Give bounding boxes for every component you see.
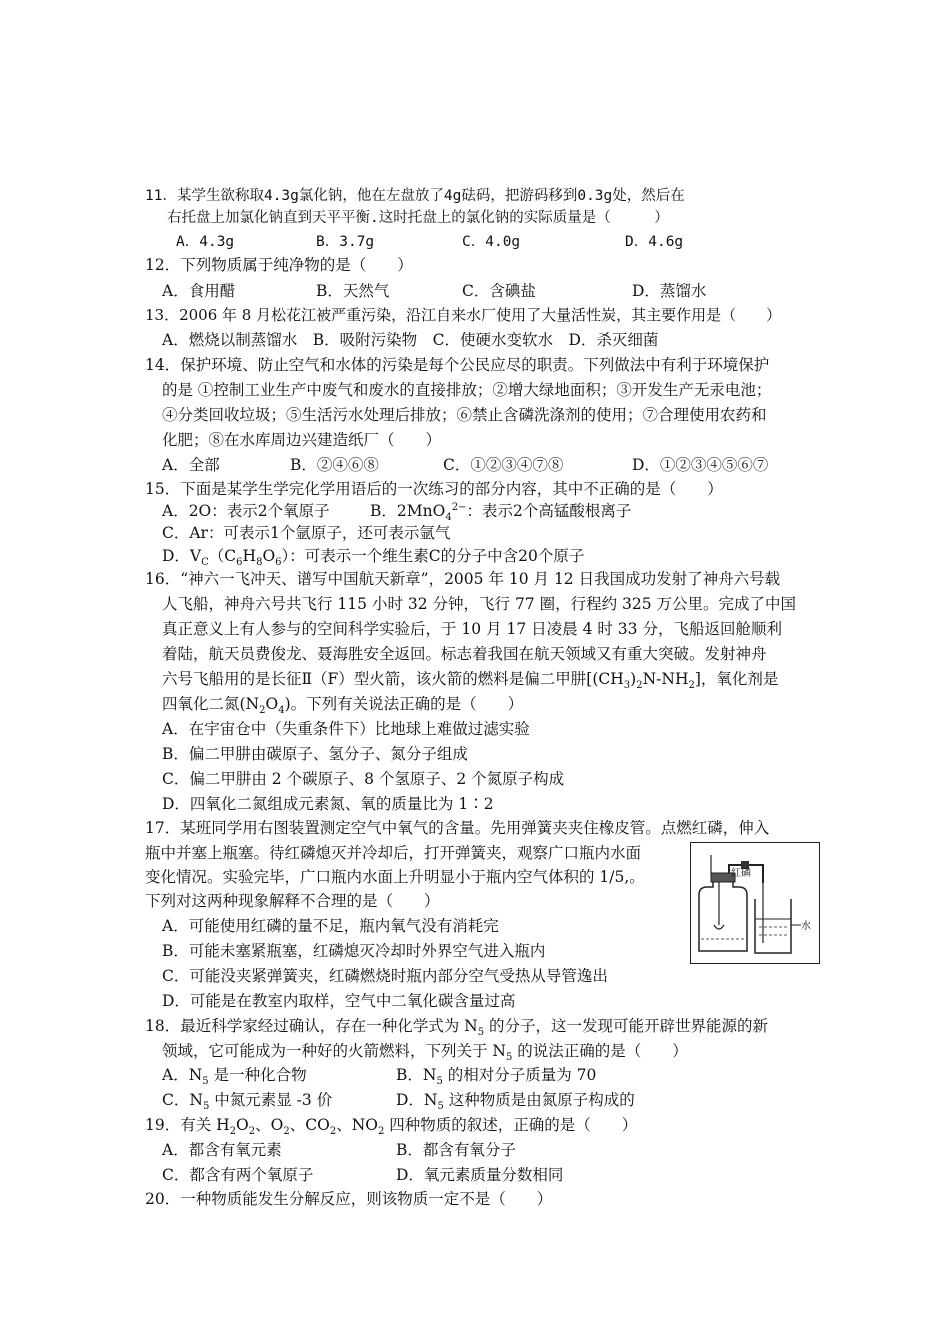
q17-option-a: A．可能使用红磷的量不足，瓶内氧气没有消耗完 [162,917,499,935]
q17-option-d: D．可能是在教室内取样，空气中二氧化碳含量过高 [162,992,516,1010]
q11-option-a: A．4.3g [176,234,235,250]
q12-option-d: D．蒸馏水 [632,282,707,300]
q13-stem: 13．2006 年 8 月松花江被严重污染，沿江自来水厂使用了大量活性炭，其主要作用是（ ） [145,306,782,324]
q12-stem: 12．下列物质属于纯净物的是（ ） [145,256,413,274]
q18-stem-line1: 18．最近科学家经过确认，存在一种化学式为 $N_5$ 的分子，这一发现可能开辟世界能源的新 [145,1017,769,1039]
q12-option-c: C．含碘盐 [462,282,536,300]
q18-option-b: B．$N_5$ 的相对分子质量为 70 [396,1066,597,1088]
apparatus-diagram [691,843,819,963]
q19-option-c: C．都含有两个氧原子 [162,1166,314,1184]
q17-stem-line4: 下列对这两种现象解释不合理的是（ ） [145,892,440,910]
q14-stem-line4: 化肥；⑧在水库周边兴建造纸厂（ ） [162,431,442,449]
q15-option-a: A．2O：表示2个氧原子 [162,502,330,520]
figure-label-red-phosphorus: 红磷 [731,868,751,879]
q15-stem: 15．下面是某学生学完化学用语后的一次练习的部分内容，其中不正确的是（ ） [145,480,723,498]
q17-stem-line1: 17．某班同学用右图装置测定空气中氧气的含量。先用弹簧夹夹住橡皮管。点燃红磷，伸入 [145,819,770,837]
q17-stem-line3: 变化情况。实验完毕，广口瓶内水面上升明显小于瓶内空气体积的 1/5,。 [145,868,645,886]
q16-stem-line2: 人飞船，神舟六号共飞行 115 小时 32 分钟，飞行 77 圈，行程约 325 万公里。完成了中国 [162,595,797,613]
q15-option-b: B．2MnO$_4^{2-}$：表示2个高锰酸根离子 [370,501,632,524]
figure-label-water: 水 [801,921,811,932]
q14-option-b: B．②④⑥⑧ [290,456,379,474]
q18-option-c: C．$N_5$ 中氮元素显 -3 价 [162,1091,333,1113]
q11-option-d: D．4.6g [625,234,684,250]
q16-stem-line1: 16．“神六一飞冲天、谱写中国航天新章”，2005 年 10 月 12 日我国成功发射了神舟六号载 [145,570,781,588]
q16-stem-line5: 六号飞船用的是长征Ⅱ（F）型火箭，该火箭的燃料是偏二甲肼$[(CH_3)_2N-NH_2]$，氧化剂是 [162,670,779,692]
q15-option-c: C．Ar：可表示1个氩原子，还可表示氩气 [162,524,451,542]
q14-stem-line1: 14．保护环境、防止空气和水体的污染是每个公民应尽的职责。下列做法中有利于环境保护 [145,356,770,374]
q19-option-b: B．都含有氧分子 [396,1141,516,1159]
q15-option-d: D．$V_C(C_6H_8O_6)$：可表示一个维生素C的分子中含20个原子 [162,547,585,569]
q17-option-b: B．可能未塞紧瓶塞，红磷熄灭冷却时外界空气进入瓶内 [162,942,546,960]
q14-option-c: C．①②③④⑦⑧ [443,456,564,474]
q14-option-a: A．全部 [162,456,220,474]
q20-stem: 20．一种物质能发生分解反应，则该物质一定不是（ ） [145,1190,553,1208]
q16-stem-line4: 着陆，航天员费俊龙、聂海胜安全返回。标志着我国在航天领域又有重大突破。发射神舟 [162,645,767,663]
q14-stem-line3: ④分类回收垃圾；⑤生活污水处理后排放；⑥禁止含磷洗涤剂的使用；⑦合理使用农药和 [162,406,767,424]
q11-stem-line1: 11．某学生欲称取4.3g氯化钠，他在左盘放了4g砝码，把游码移到0.3g处，然后在 [145,188,685,204]
q17-option-c: C．可能没夹紧弹簧夹，红磷燃烧时瓶内部分空气受热从导管逸出 [162,967,608,985]
q11-option-c: C．4.0g [462,234,521,250]
q13-options: A．燃烧以制蒸馏水 B．吸附污染物 C．使硬水变软水 D．杀灭细菌 [162,331,659,349]
q19-stem: 19．有关 $H_2O_2$、$O_2$、$CO_2$、$NO_2$ 四种物质的叙述，正确的是（ ） [145,1116,638,1138]
q18-option-d: D．$N_5$ 这种物质是由氮原子构成的 [396,1091,635,1113]
q16-option-d: D．四氧化二氮组成元素氮、氧的质量比为 1∶2 [162,795,494,813]
q12-option-b: B．天然气 [316,282,390,300]
q16-option-a: A．在宇宙仓中（失重条件下）比地球上难做过滤实验 [162,720,530,738]
q16-option-b: B．偏二甲肼由碳原子、氢分子、氮分子组成 [162,745,468,763]
q17-stem-line2: 瓶中并塞上瓶塞。待红磷熄灭并冷却后，打开弹簧夹，观察广口瓶内水面 [145,844,642,862]
apparatus-figure [690,842,820,964]
q18-option-a: A．$N_5$ 是一种化合物 [162,1066,307,1088]
q14-stem-line2: 的是 ①控制工业生产中废气和废水的直接排放；②增大绿地面积；③开发生产无汞电池； [162,381,772,399]
q11-stem-line2: 右托盘上加氯化钠直到天平平衡.这时托盘上的氯化钠的实际质量是（ ） [167,210,669,226]
q16-stem-line3: 真正意义上有人参与的空间科学实验后，于 10 月 17 日凌晨 4 时 33 分，飞船返回舱顺利 [162,620,782,638]
q18-stem-line2: 领域，它可能成为一种好的火箭燃料，下列关于 $N_5$ 的说法正确的是（ ） [162,1042,688,1064]
q16-option-c: C．偏二甲肼由 2 个碳原子、8 个氢原子、2 个氮原子构成 [162,770,565,788]
q12-option-a: A．食用醋 [162,282,236,300]
q11-option-b: B．3.7g [316,234,375,250]
q16-stem-line6: 四氧化二氮$(N_2O_4)$。下列有关说法正确的是（ ） [162,695,524,717]
q19-option-a: A．都含有氧元素 [162,1141,282,1159]
q14-option-d: D．①②③④⑤⑥⑦ [632,456,769,474]
q19-option-d: D．氧元素质量分数相同 [396,1166,564,1184]
